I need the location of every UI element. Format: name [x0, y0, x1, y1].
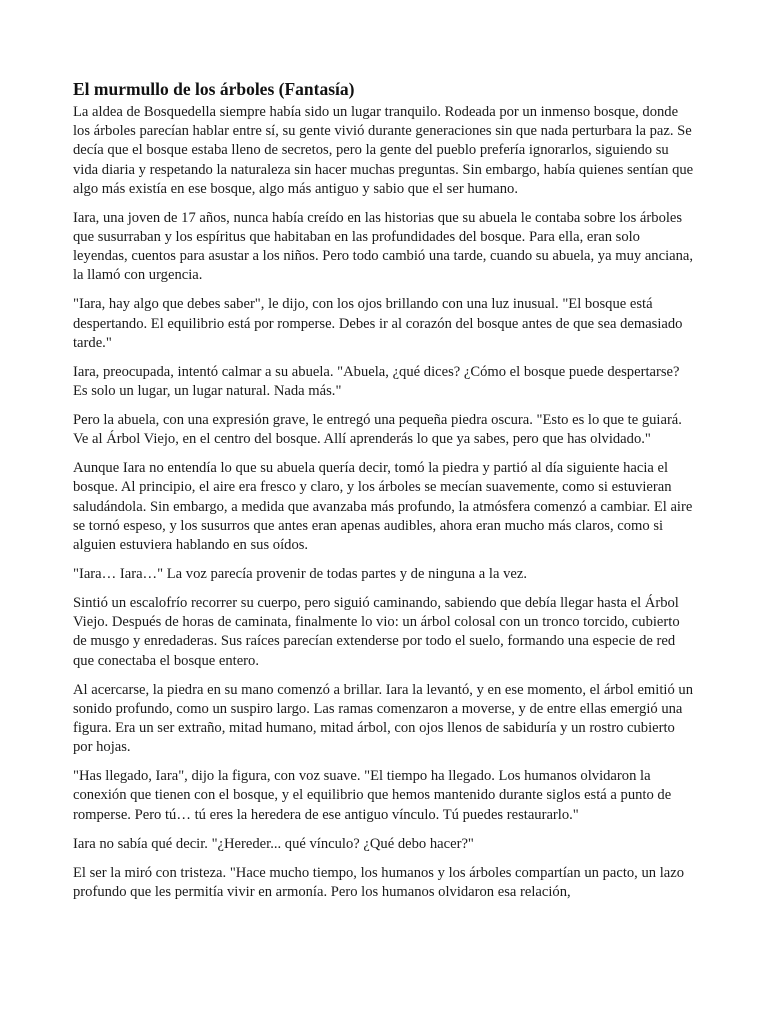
paragraph: Iara, una joven de 17 años, nunca había creído en las historias que su abuela le contaba sobre los árboles que susurraban y los espíritus que habitaban en las profundidades del bosque. Para ella, eran solo leyendas, cuentos para asustar a los niños. Pero todo cambió una tarde, cuando su abuela, ya muy anciana, la llamó con urgencia. [73, 209, 694, 284]
paragraph: Al acercarse, la piedra en su mano comenzó a brillar. Iara la levantó, y en ese momento, el árbol emitió un sonido profundo, como un suspiro largo. Las ramas comenzaron a moverse, y de entre ellas emergió una figura. Era un ser extraño, mitad humano, mitad árbol, con ojos llenos de sabiduría y un rostro cubierto por hojas. [73, 681, 693, 756]
paragraph: "Iara… Iara…" La voz parecía provenir de todas partes y de ninguna a la vez. [73, 566, 527, 583]
paragraph: La aldea de Bosquedella siempre había sido un lugar tranquilo. Rodeada por un inmenso bosque, donde los árboles parecían hablar entre sí, su gente vivió durante generaciones sin que nada perturbara la paz. Se decía que el bosque estaba lleno de secretos, pero la gente del pueblo prefería ignorarlos, siguiendo su vida diaria y respetando la naturaleza sin hacer muchas preguntas. Sin embargo, había quienes sentían que algo más existía en ese bosque, algo más antiguo y sabio que el ser humano. [73, 104, 694, 197]
paragraph: "Iara, hay algo que debes saber", le dijo, con los ojos brillando con una luz inusual. "El bosque está despertando. El equilibrio está por romperse. Debes ir al corazón del bosque antes de que sea demasiado tarde." [73, 296, 683, 351]
paragraph: Sintió un escalofrío recorrer su cuerpo, pero siguió caminando, sabiendo que debía llegar hasta el Árbol Viejo. Después de horas de caminata, finalmente lo vio: un árbol colosal con un tronco torcido, cubierto de musgo y enredaderas. Sus raíces parecían extenderse por todo el suelo, formando una especie de red que conectaba el bosque entero. [73, 595, 680, 669]
paragraph: "Has llegado, Iara", dijo la figura, con voz suave. "El tiempo ha llegado. Los humanos olvidaron la conexión que tienen con el bosque, y el equilibrio que hemos mantenido durante siglos está a punto de romperse. Pero tú… tú eres la heredera de ese antiguo vínculo. Tú puedes restaurarlo." [73, 768, 672, 823]
paragraph: Iara, preocupada, intentó calmar a su abuela. "Abuela, ¿qué dices? ¿Cómo el bosque puede despertarse? Es solo un lugar, un lugar natural. Nada más." [73, 363, 680, 400]
document-page [73, 78, 697, 912]
paragraph: Iara no sabía qué decir. "¿Hereder... qué vínculo? ¿Qué debo hacer?" [73, 835, 474, 852]
paragraph: Pero la abuela, con una expresión grave, le entregó una pequeña piedra oscura. "Esto es lo que te guiará. Ve al Árbol Viejo, en el centro del bosque. Allí aprenderás lo que ya sabes, pero que has olvidado." [73, 412, 682, 448]
paragraph: Aunque Iara no entendía lo que su abuela quería decir, tomó la piedra y partió al día siguiente hacia el bosque. Al principio, el aire era fresco y claro, y los árboles se mecían suavemente, como si estuvieran saludándola. Sin embargo, a medida que avanzaba más profundo, la atmósfera comenzó a cambiar. El aire se tornó espeso, y los susurros que antes eran apenas audibles, ahora eran mucho más claros, como si alguien estuviera hablando en sus oídos. [73, 460, 693, 554]
document-title: El murmullo de los árboles (Fantasía) [73, 79, 355, 99]
paragraph: El ser la miró con tristeza. "Hace mucho tiempo, los humanos y los árboles compartían un pacto, un lazo profundo que les permitía vivir en armonía. Pero los humanos olvidaron esa relación, [73, 864, 685, 900]
